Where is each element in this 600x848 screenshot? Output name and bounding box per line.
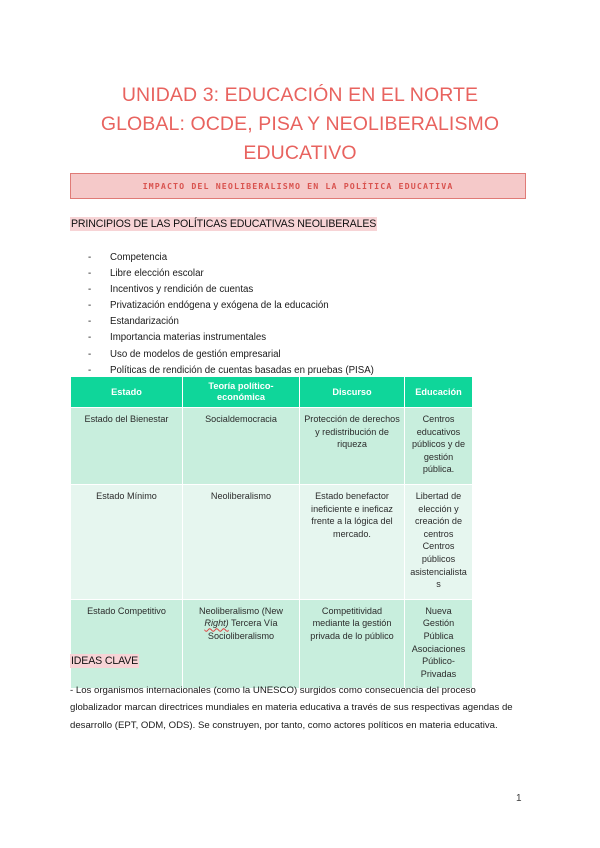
principles-heading-text: PRINCIPIOS DE LAS POLÍTICAS EDUCATIVAS NEOLIBERALES: [71, 218, 377, 230]
table-row: [71, 408, 473, 485]
section-banner: [70, 173, 526, 199]
table-column-header-educacion: Educación: [405, 377, 473, 408]
list-item-label: Importancia materias instrumentales: [110, 332, 267, 344]
table-cell-discurso: Competitividad mediante la gestión privada de lo público: [300, 599, 405, 689]
list-item: [88, 330, 508, 346]
table-cell-discurso: Protección de derechos y redistribución de riqueza: [300, 408, 405, 485]
list-item: [88, 250, 508, 266]
table-header-row: [71, 377, 473, 408]
table-column-header-discurso: Discurso: [300, 377, 405, 408]
list-item-label: Incentivos y rendición de cuentas: [110, 284, 254, 296]
list-item: [88, 314, 508, 330]
bullet-marker: -: [88, 284, 92, 296]
list-item-label: Estandarización: [110, 316, 179, 328]
principles-heading: [70, 218, 377, 230]
table-cell-estado: Estado Competitivo: [71, 599, 183, 689]
table-cell-estado: Estado del Bienestar: [71, 408, 183, 485]
ideas-heading-text: IDEAS CLAVE: [71, 655, 139, 667]
teoria-suffix: Tercera Vía Socioliberalismo: [207, 618, 278, 641]
principles-list: [88, 250, 508, 379]
table-column-header-estado: Estado: [71, 377, 183, 408]
list-item-label: Libre elección escolar: [110, 268, 204, 280]
table-cell-discurso: Estado benefactor ineficiente e ineficaz frente a la lógica del mercado.: [300, 484, 405, 599]
table-row: [71, 484, 473, 599]
state-comparison-table: [70, 376, 473, 689]
table-cell-educacion: Centros educativos públicos y de gestión pública.: [405, 408, 473, 485]
bullet-marker: -: [88, 300, 92, 312]
bullet-marker: -: [88, 348, 92, 360]
section-banner-label: IMPACTO DEL NEOLIBERALISMO EN LA POLÍTICA EDUCATIVA: [142, 181, 454, 191]
ideas-heading: [70, 655, 139, 667]
bullet-marker: -: [88, 316, 92, 328]
list-item-label: Privatización endógena y exógena de la educación: [110, 300, 329, 312]
list-item-label: Competencia: [110, 252, 168, 263]
list-item: [88, 298, 508, 314]
table-cell-teoria: Socialdemocracia: [183, 408, 300, 485]
ideas-paragraph: - Los organismos internacionales (como la UNESCO) surgidos como consecuencia del proceso globalizador marcan directrices mundiales en materia educativa a través de sus respectivas agendas de desarrollo (EPT, ODM, ODS). Se construyen, por tanto, como actores políticos en materia educativa.: [70, 684, 513, 731]
spellcheck-flagged-word: Right): [204, 618, 229, 629]
table-cell-teoria: [183, 599, 300, 689]
list-item-label: Políticas de rendición de cuentas basadas en pruebas (PISA): [110, 364, 374, 376]
bullet-marker: -: [88, 268, 92, 280]
bullet-marker: -: [88, 252, 92, 263]
table-cell-teoria: Neoliberalismo: [183, 484, 300, 599]
table-column-header-teoria: Teoría político-económica: [183, 377, 300, 408]
table-cell-estado: Estado Mínimo: [71, 484, 183, 599]
table-row: [71, 599, 473, 689]
list-item: [88, 266, 508, 282]
teoria-prefix: Neoliberalismo (New: [199, 605, 283, 616]
table-cell-educacion: Nueva Gestión Pública Asociaciones Público-Privadas: [405, 599, 473, 689]
list-item: [88, 282, 508, 298]
page-number: 1: [516, 793, 522, 804]
page-title: UNIDAD 3: EDUCACIÓN EN EL NORTE GLOBAL: OCDE, PISA Y NEOLIBERALISMO EDUCATIVO: [100, 84, 500, 165]
bullet-marker: -: [88, 332, 92, 344]
bullet-marker: -: [88, 364, 92, 376]
list-item: [88, 347, 508, 363]
table-cell-educacion: Libertad de elección y creación de centros Centros públicos asistencialistas: [405, 484, 473, 599]
list-item-label: Uso de modelos de gestión empresarial: [110, 348, 281, 360]
